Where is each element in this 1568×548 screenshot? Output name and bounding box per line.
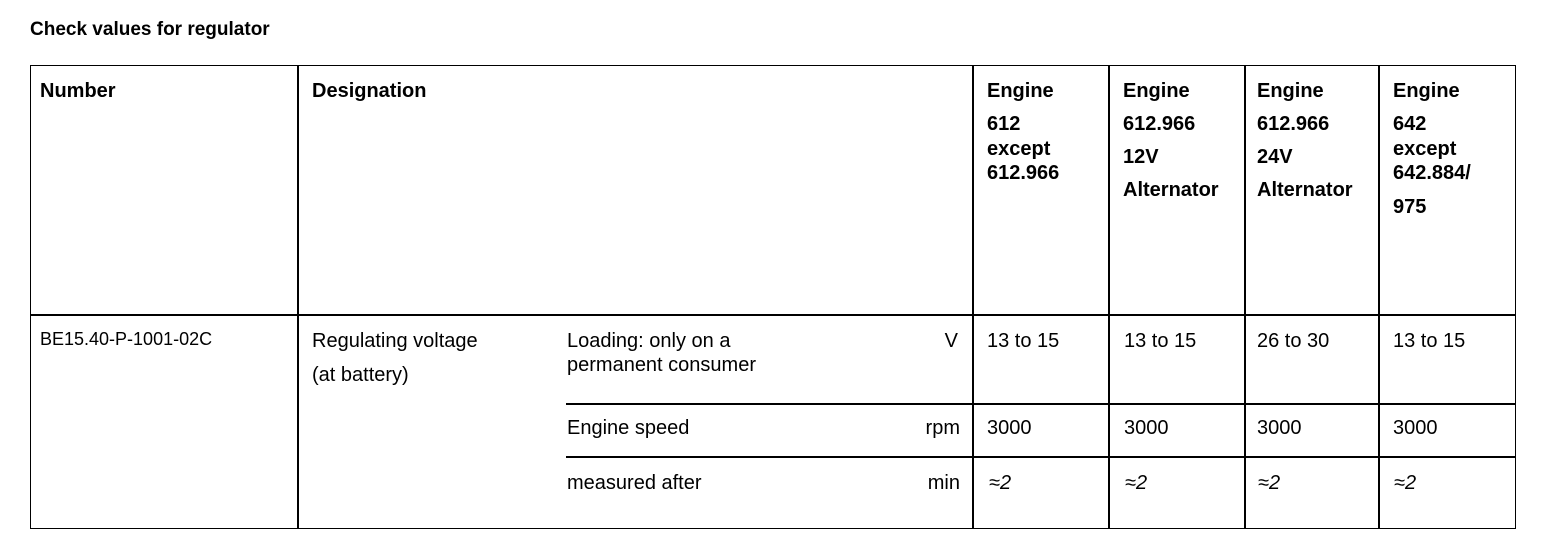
header-engine-exception-cont: 975 <box>1393 196 1427 218</box>
row-number: BE15.40-P-1001-02C <box>40 329 213 349</box>
header-engine-exception: 642.884/ <box>1393 162 1471 184</box>
column-divider <box>1244 65 1246 529</box>
value-cell: ≈2 <box>1125 472 1148 494</box>
header-engine-qualifier: except <box>1393 138 1457 160</box>
header-engine-label: Engine <box>987 80 1054 102</box>
subrow-unit: V <box>944 330 958 352</box>
header-engine-voltage: 12V <box>1123 146 1159 168</box>
header-engine-model: 612.966 <box>1123 113 1196 135</box>
header-designation: Designation <box>312 80 427 102</box>
value-cell: 3000 <box>1257 417 1302 439</box>
value-cell: ≈2 <box>1394 472 1417 494</box>
row-divider <box>566 403 1516 405</box>
header-engine-label: Engine <box>1393 80 1460 102</box>
value-cell: ≈2 <box>1258 472 1281 494</box>
subrow-unit: rpm <box>925 417 960 439</box>
header-engine-label: Engine <box>1123 80 1190 102</box>
header-engine-model: 642 <box>1393 113 1427 135</box>
subrow-label-line2: permanent consumer <box>567 354 756 376</box>
value-cell: ≈2 <box>989 472 1012 494</box>
header-number: Number <box>40 80 116 102</box>
header-engine-exception: 612.966 <box>987 162 1060 184</box>
header-engine-voltage: 24V <box>1257 146 1293 168</box>
value-cell: 13 to 15 <box>1393 330 1466 352</box>
header-engine-qualifier: except <box>987 138 1051 160</box>
row-divider <box>30 314 1516 316</box>
header-engine-model: 612.966 <box>1257 113 1330 135</box>
value-cell: 26 to 30 <box>1257 330 1330 352</box>
header-engine-model: 612 <box>987 113 1021 135</box>
subrow-label-line1: Loading: only on a <box>567 330 731 352</box>
column-divider <box>1378 65 1380 529</box>
value-cell: 3000 <box>987 417 1032 439</box>
page-title: Check values for regulator <box>30 19 270 40</box>
column-divider <box>297 65 299 529</box>
row-designation-line2: (at battery) <box>312 364 409 386</box>
value-cell: 13 to 15 <box>987 330 1060 352</box>
row-designation-line1: Regulating voltage <box>312 330 478 352</box>
value-cell: 3000 <box>1124 417 1169 439</box>
header-engine-label: Engine <box>1257 80 1324 102</box>
column-divider <box>972 65 974 529</box>
subrow-label-line1: measured after <box>567 472 702 494</box>
header-engine-alternator: Alternator <box>1123 179 1219 201</box>
value-cell: 3000 <box>1393 417 1438 439</box>
subrow-unit: min <box>927 472 960 494</box>
value-cell: 13 to 15 <box>1124 330 1197 352</box>
column-divider <box>1108 65 1110 529</box>
header-engine-alternator: Alternator <box>1257 179 1353 201</box>
subrow-label-line1: Engine speed <box>567 417 690 439</box>
row-divider <box>566 456 1516 458</box>
